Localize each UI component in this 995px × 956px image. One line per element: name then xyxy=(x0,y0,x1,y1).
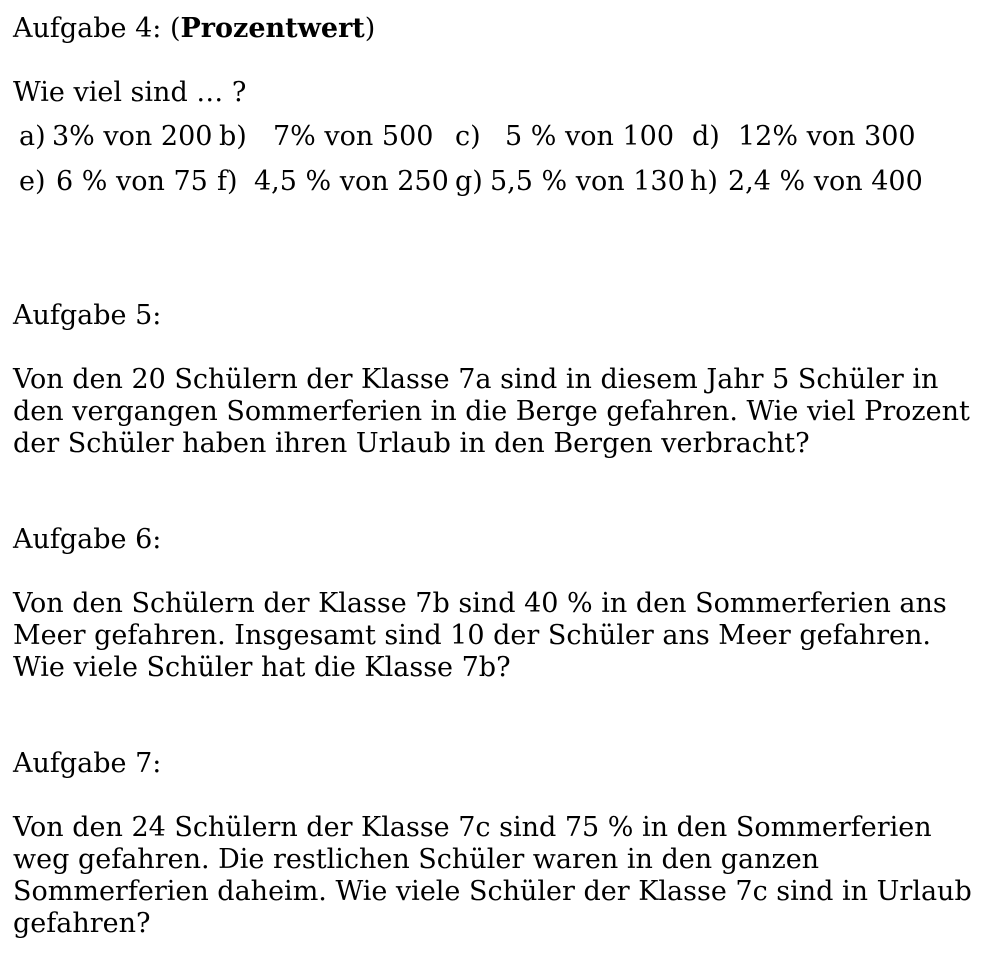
exercise-a-text: 3% von 200 xyxy=(52,121,213,152)
task6-line: Von den Schülern der Klasse 7b sind 40 % in den Sommerferien ans xyxy=(13,588,947,619)
exercise-d-label: d) xyxy=(692,121,720,152)
task6-text xyxy=(13,588,988,684)
exercise-e-text: 6 % von 75 xyxy=(56,166,208,197)
task7-line: weg gefahren. Die restlichen Schüler waren in den ganzen xyxy=(13,844,820,875)
task7-line: Von den 24 Schülern der Klasse 7c sind 75 % in den Sommerferien xyxy=(13,812,932,843)
task7-text xyxy=(13,812,988,940)
exercise-f-text: 4,5 % von 250 xyxy=(254,166,449,197)
task5-heading: Aufgabe 5: xyxy=(13,300,162,331)
exercise-c-text: 5 % von 100 xyxy=(505,121,675,152)
exercise-c-label: c) xyxy=(455,121,481,152)
exercise-d-text: 12% von 300 xyxy=(738,121,916,152)
task7-line: gefahren? xyxy=(13,908,151,939)
task4-heading-prefix: Aufgabe 4: ( xyxy=(13,13,181,44)
exercise-b-text: 7% von 500 xyxy=(273,121,434,152)
exercise-h-label: h) xyxy=(690,166,718,197)
task6-line: Wie viele Schüler hat die Klasse 7b? xyxy=(13,652,511,683)
task5-line: Von den 20 Schülern der Klasse 7a sind in diesem Jahr 5 Schüler in xyxy=(13,364,939,395)
exercise-g-text: 5,5 % von 130 xyxy=(490,166,685,197)
task4-heading xyxy=(13,13,375,45)
task6-line: Meer gefahren. Insgesamt sind 10 der Schüler ans Meer gefahren. xyxy=(13,620,931,651)
task5-text xyxy=(13,364,988,460)
task4-heading-bold: Prozentwert xyxy=(180,13,365,44)
task7-heading: Aufgabe 7: xyxy=(13,748,162,779)
task5-line: der Schüler haben ihren Urlaub in den Bergen verbracht? xyxy=(13,428,810,459)
task4-heading-suffix: ) xyxy=(364,13,376,44)
task4-question: Wie viel sind … ? xyxy=(13,77,247,108)
exercise-a-label: a) xyxy=(19,121,46,152)
exercise-f-label: f) xyxy=(217,166,238,197)
exercise-e-label: e) xyxy=(19,166,46,197)
task5-line: den vergangen Sommerferien in die Berge gefahren. Wie viel Prozent xyxy=(13,396,970,427)
task6-heading: Aufgabe 6: xyxy=(13,524,162,555)
exercise-b-label: b) xyxy=(219,121,247,152)
exercise-g-label: g) xyxy=(455,166,483,197)
exercise-h-text: 2,4 % von 400 xyxy=(728,166,923,197)
task7-line: Sommerferien daheim. Wie viele Schüler der Klasse 7c sind in Urlaub xyxy=(13,876,972,907)
